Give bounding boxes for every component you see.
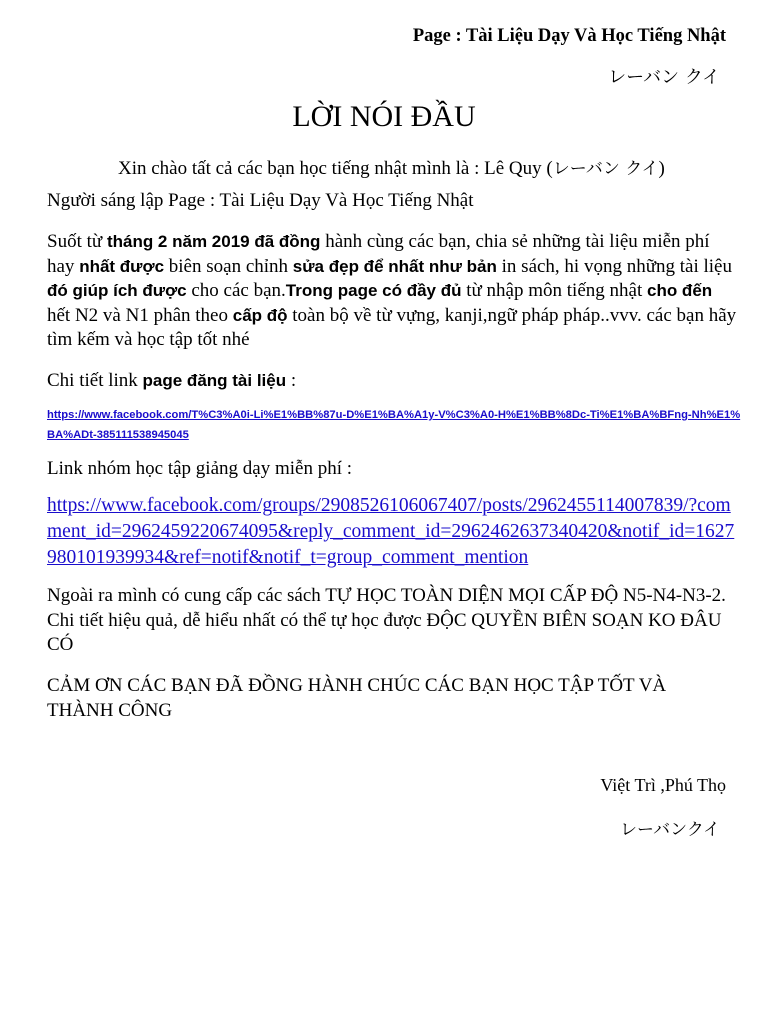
intro-s2: tháng 2 năm 2019 đã đồng (106, 232, 321, 251)
intro-s3: hành cùng các bạn, chia sẻ những tài liệu miễn phí hay (47, 231, 710, 277)
detail-prefix: Chi tiết link (47, 370, 143, 391)
intro-s8: đó giúp ích được (47, 281, 187, 300)
greeting-close: ) (658, 158, 665, 179)
intro-s13: hết N2 và N1 phân theo (47, 304, 233, 326)
group-link-label: Link nhóm học tập giảng dạy miễn phí : (47, 458, 353, 479)
intro-s15: toàn bộ về từ vựng, kanji,ngữ pháp pháp..vvv. các bạn hãy tìm kếm và học tập tốt nhé (47, 304, 737, 350)
facebook-page-link[interactable]: https://www.facebook.com/T%C3%A0i-Li%E1%BB%87u-D%E1%BA%A1y-V%C3%A0-H%E1%BB%8Dc-Ti%E1%BA%BFng-Nh%E1%BA%ADt-385111538945045 (47, 409, 741, 441)
signature-name-jp: レーバンクイ (620, 820, 720, 840)
intro-s14: cấp độ (232, 305, 288, 325)
header-page-title: Page : Tài Liệu Dạy Và Học Tiếng Nhật (412, 26, 726, 46)
thanks-paragraph: CẢM ƠN CÁC BẠN ĐÃ ĐỒNG HÀNH CHÚC CÁC BẠN HỌC TẬP TỐT VÀ THÀNH CÔNG (47, 675, 667, 721)
document-title: LỜI NÓI ĐẦU (292, 100, 476, 133)
greeting-line (118, 154, 665, 180)
detail-bold: page đăng tài liệu (142, 371, 287, 390)
detail-line (47, 370, 296, 392)
greeting-name-jp: レーバン クイ (552, 159, 659, 179)
header-author-jp: レーバン クイ (608, 67, 720, 88)
intro-s4: nhất được (79, 256, 165, 276)
intro-s7: in sách, hi vọng những tài liệu (496, 255, 732, 277)
greeting-text: Xin chào tất cả các bạn học tiếng nhật mình là : Lê Quy ( (118, 158, 553, 179)
intro-s9: cho các bạn. (186, 280, 286, 301)
books-paragraph: Ngoài ra mình có cung cấp các sách TỰ HỌC TOÀN DIỆN MỌI CẤP ĐỘ N5-N4-N3-2. Chi tiết hiệu quả, dễ hiểu nhất có thể tự học được ĐỘC QUYỀN BIÊN SOẠN KO ĐÂU CÓ (47, 585, 726, 655)
facebook-group-link[interactable]: https://www.facebook.com/groups/2908526106067407/posts/2962455114007839/?comment_id=2962459220674095&reply_comment_id=2962462637340420&notif_id=1627980101939934&ref=notif&notif_t=group_comment_mention (47, 495, 735, 568)
intro-s1: Suốt từ (47, 231, 107, 252)
intro-s11: từ nhập môn tiếng nhật (461, 280, 647, 301)
intro-s5: biên soạn chỉnh (164, 255, 293, 277)
intro-s12: cho đến (646, 281, 713, 300)
intro-paragraph (47, 230, 737, 353)
intro-s6: sửa đẹp để nhất như bản (292, 256, 497, 276)
founder-line: Người sáng lập Page : Tài Liệu Dạy Và Học Tiếng Nhật (47, 190, 474, 211)
signature-place: Việt Trì ,Phú Thọ (600, 775, 726, 795)
intro-s10: Trong page có đầy đủ (285, 281, 462, 300)
detail-suffix: : (286, 370, 297, 391)
